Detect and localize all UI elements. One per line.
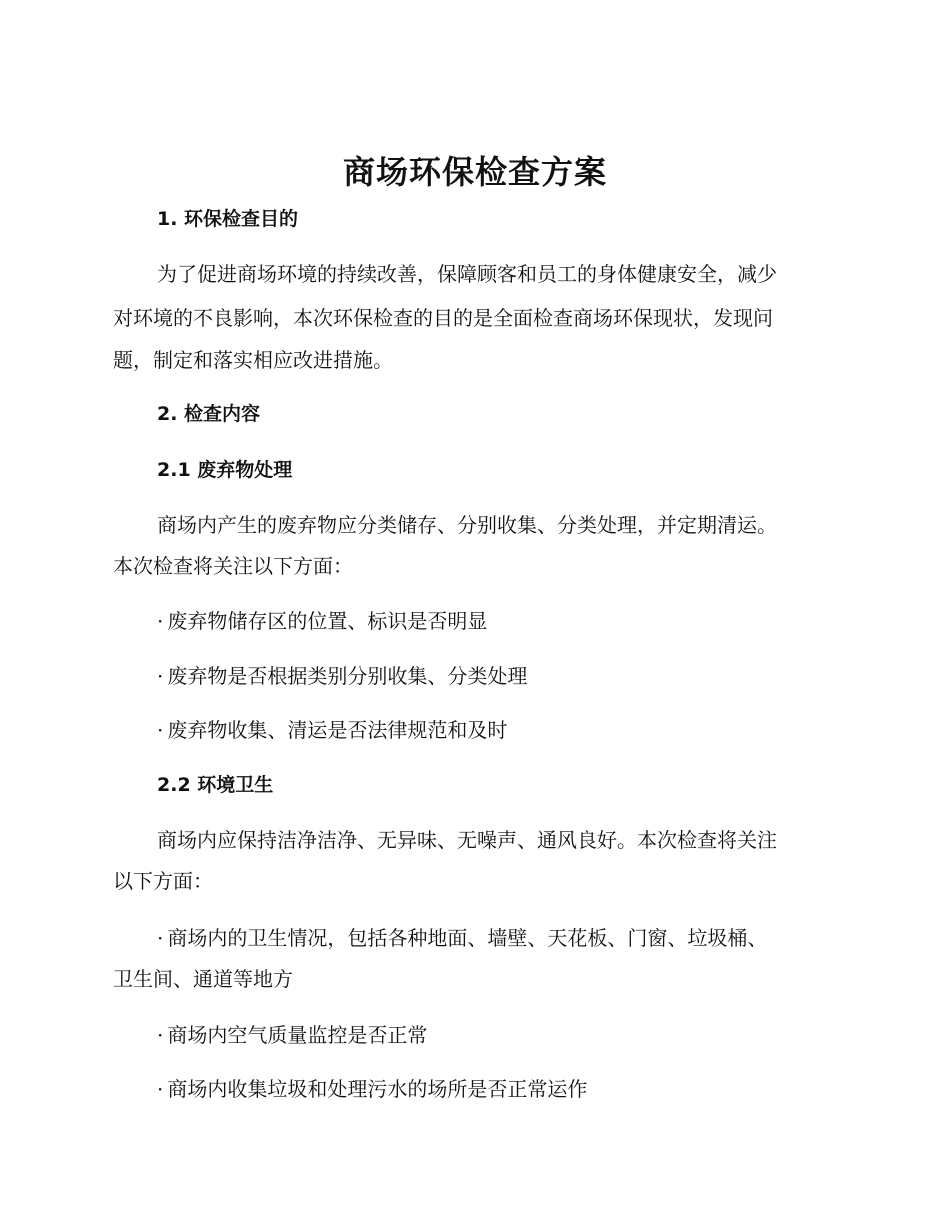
section-1-paragraph-line-2: 对环境的不良影响，本次环保检查的目的是全面检查商场环保现状，发现问 <box>113 306 773 330</box>
section-1-heading: 1. 环保检查目的 <box>157 208 299 230</box>
bullet-icon: · <box>157 664 164 688</box>
section-2-1-paragraph-line-2: 本次检查将关注以下方面： <box>113 554 353 578</box>
list-item-text: 废弃物收集、清运是否法律规范和及时 <box>167 718 508 742</box>
section-2-1-paragraph-line-1: 商场内产生的废弃物应分类储存、分别收集、分类处理，并定期清运。 <box>157 513 777 537</box>
list-item-text: 商场内收集垃圾和处理污水的场所是否正常运作 <box>167 1077 588 1101</box>
section-2-heading: 2. 检查内容 <box>157 403 261 425</box>
list-item-text: 商场内的卫生情况，包括各种地面、墙壁、天花板、门窗、垃圾桶、 <box>167 926 768 950</box>
bullet-icon: · <box>157 1023 164 1047</box>
list-item <box>157 662 527 690</box>
list-item <box>157 924 767 952</box>
bullet-icon: · <box>157 1077 164 1101</box>
bullet-icon: · <box>157 718 164 742</box>
document-title: 商场环保检查方案 <box>342 153 607 191</box>
list-item <box>157 1075 587 1103</box>
list-item <box>157 1021 427 1049</box>
list-item-text: 废弃物是否根据类别分别收集、分类处理 <box>167 664 528 688</box>
bullet-icon: · <box>157 926 164 950</box>
list-item <box>157 716 507 744</box>
section-2-2-paragraph-line-1: 商场内应保持洁净洁净、无异味、无噪声、通风良好。本次检查将关注 <box>157 828 777 852</box>
list-item <box>157 607 487 635</box>
section-2-2-heading: 2.2 环境卫生 <box>157 774 274 796</box>
section-2-1-heading: 2.1 废弃物处理 <box>157 459 293 481</box>
section-1-paragraph-line-3: 题，制定和落实相应改进措施。 <box>113 348 393 372</box>
section-2-2-paragraph-line-2: 以下方面： <box>113 869 213 893</box>
list-item-text: 商场内空气质量监控是否正常 <box>167 1023 428 1047</box>
bullet-icon: · <box>157 609 164 633</box>
section-1-paragraph-line-1: 为了促进商场环境的持续改善，保障顾客和员工的身体健康安全，减少 <box>157 262 777 286</box>
list-item-text: 废弃物储存区的位置、标识是否明显 <box>167 609 488 633</box>
list-item-continuation: 卫生间、通道等地方 <box>113 967 293 991</box>
